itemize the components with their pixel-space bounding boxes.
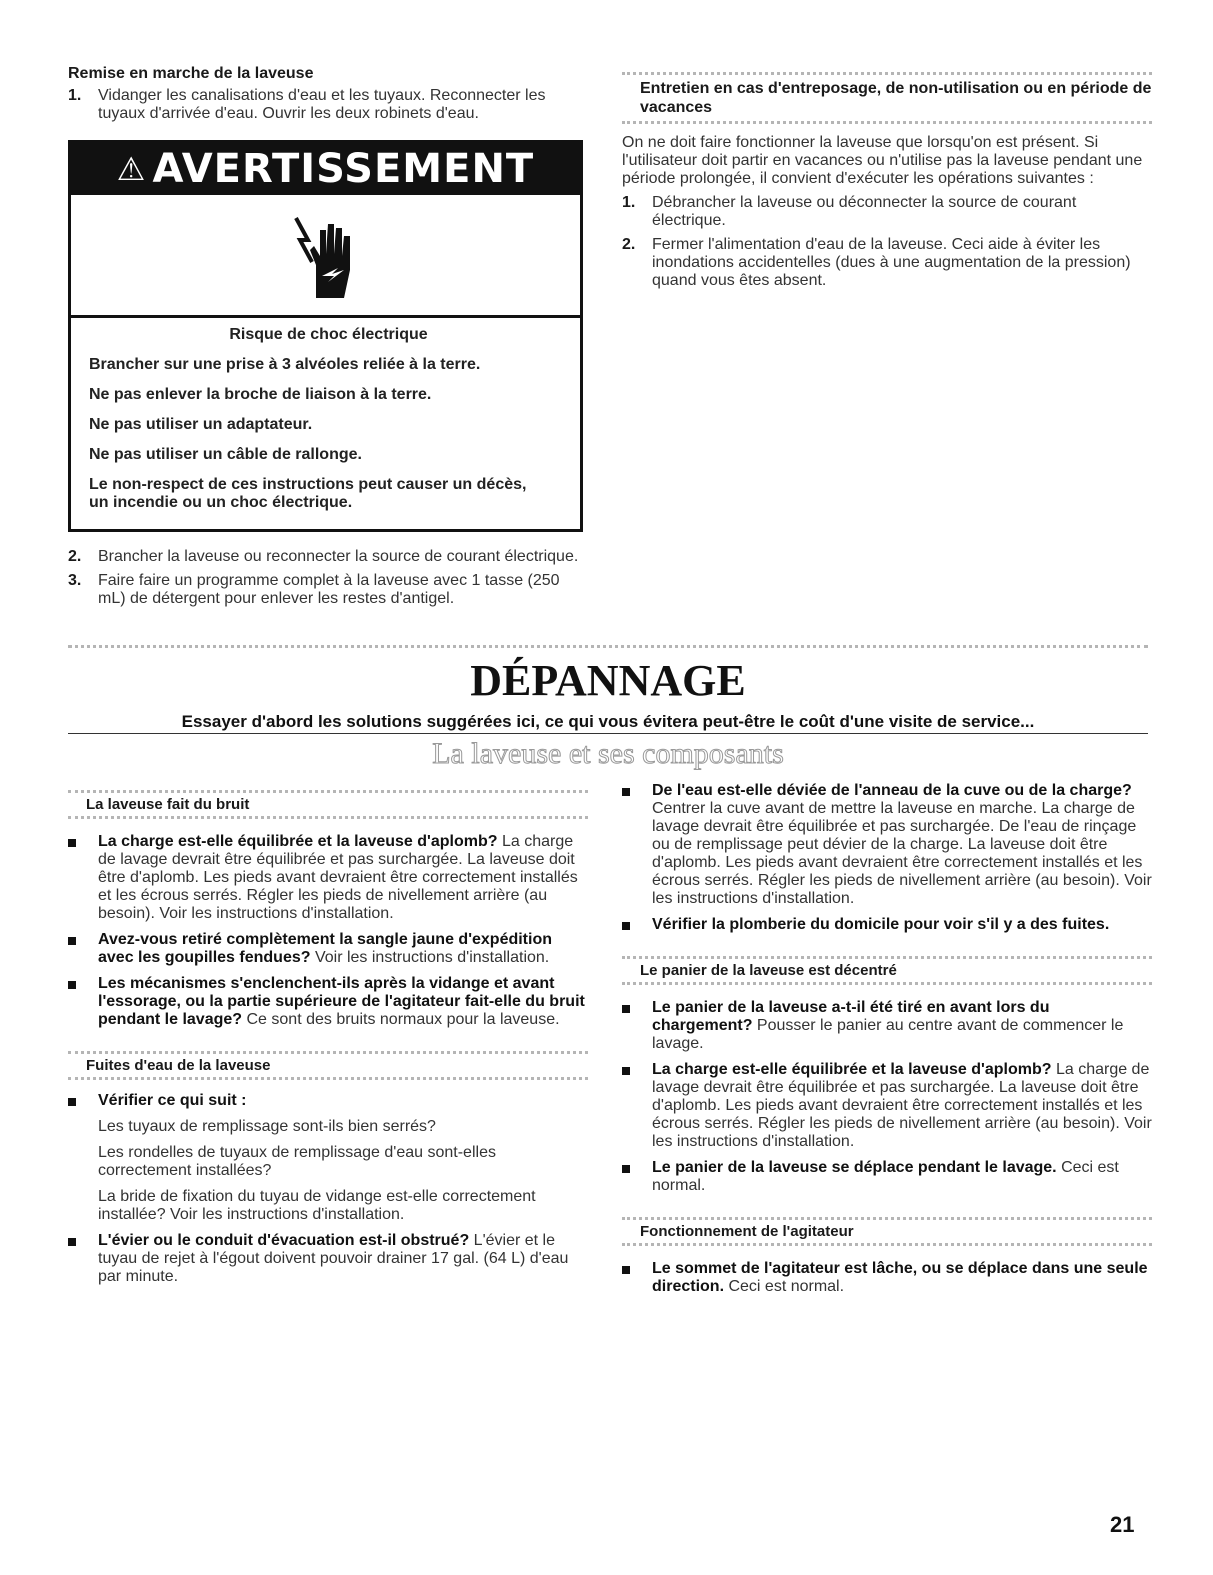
- electric-shock-hand-icon: [71, 195, 580, 318]
- bullet-icon: [622, 922, 630, 930]
- bullet-icon: [68, 1098, 76, 1106]
- storage-heading: Entretien en cas d'entreposage, de non-utilisation ou en période de vacances: [640, 80, 1152, 117]
- warning-line: Ne pas utiliser un adaptateur.: [89, 416, 313, 433]
- restart-step: 3. Faire faire un programme complet à la laveuse avec 1 tasse (250 mL) de détergent pour enlever les restes d'antigel.: [68, 572, 560, 607]
- warning-box: [68, 140, 583, 532]
- agitator-heading: Fonctionnement de l'agitateur: [640, 1223, 854, 1240]
- check-item: Les tuyaux de remplissage sont-ils bien serrés?: [98, 1118, 436, 1135]
- check-item: La bride de fixation du tuyau de vidange est-elle correctement installée? Voir les instructions d'installation.: [98, 1188, 536, 1223]
- troubleshooting-header: [68, 656, 1148, 732]
- restart-steps: [68, 548, 588, 614]
- divider: [622, 1243, 1152, 1246]
- page-subtitle: Essayer d'abord les solutions suggérées ici, ce qui vous évitera peut-être le coût d'une visite de service...: [181, 712, 1035, 731]
- warning-triangle-icon: ⚠: [116, 150, 147, 188]
- warning-body: [71, 318, 580, 512]
- warning-line: Ne pas enlever la broche de liaison à la terre.: [89, 386, 432, 403]
- divider: [68, 1077, 588, 1080]
- divider: [622, 121, 1152, 124]
- list-item: Vérifier ce qui suit :: [68, 1092, 588, 1110]
- divider: [622, 982, 1152, 985]
- basket-heading: Le panier de la laveuse est décentré: [640, 962, 897, 979]
- noise-section: [68, 790, 588, 1294]
- restart-step: 1. Vidanger les canalisations d'eau et les tuyaux. Reconnecter les tuyaux d'arrivée d'eau. Ouvrir les deux robinets d'eau.: [68, 87, 546, 123]
- bullet-icon: [68, 839, 76, 847]
- storage-section: [622, 72, 1152, 296]
- warning-line: Brancher sur une prise à 3 alvéoles reliée à la terre.: [89, 356, 481, 373]
- storage-step: 1. Débrancher la laveuse ou déconnecter la source de courant électrique.: [622, 194, 1077, 230]
- list-item: La charge est-elle équilibrée et la laveuse d'aplomb? La charge de lavage devrait être équilibrée et pas surchargée. La laveuse doit être d'aplomb. Les pieds avant devraient être correctement installés et les écrous serrés. Régler les pieds de nivellement arrière (au besoin). Voir les instructions d'installation.: [622, 1061, 1152, 1151]
- bullet-icon: [622, 788, 630, 796]
- restart-heading: Remise en marche de la laveuse: [68, 65, 314, 82]
- bullet-icon: [622, 1067, 630, 1075]
- divider: [68, 733, 1148, 734]
- bullet-icon: [622, 1005, 630, 1013]
- warning-line: Ne pas utiliser un câble de rallonge.: [89, 446, 362, 463]
- noise-heading: La laveuse fait du bruit: [86, 796, 250, 813]
- list-item: Avez-vous retiré complètement la sangle jaune d'expédition avec les goupilles fendues? Voir les instructions d'installation.: [68, 931, 588, 967]
- list-item: L'évier ou le conduit d'évacuation est-il obstrué? L'évier et le tuyau de rejet à l'égout doivent pouvoir drainer 17 gal. (64 L) d'eau par minute.: [68, 1232, 588, 1286]
- warning-risk: Risque de choc électrique: [229, 326, 428, 343]
- storage-intro: On ne doit faire fonctionner la laveuse que lorsqu'on est présent. Si l'utilisateur doit partir en vacances ou n'utilise pas la laveuse pendant une période prolongée, il convient d'exécuter les opérations suivantes :: [622, 134, 1143, 188]
- bullet-icon: [68, 1238, 76, 1246]
- list-item: Le panier de la laveuse a-t-il été tiré en avant lors du chargement? Pousser le panier au centre avant de commencer le lavage.: [622, 999, 1152, 1053]
- divider: [68, 816, 588, 819]
- warning-header: [71, 143, 580, 195]
- page-number: 21: [1110, 1512, 1135, 1537]
- section-title: La laveuse et ses composants: [432, 737, 784, 770]
- warning-title: AVERTISSEMENT: [152, 146, 535, 192]
- list-item: Le panier de la laveuse se déplace pendant le lavage. Ceci est normal.: [622, 1159, 1152, 1195]
- bullet-icon: [68, 981, 76, 989]
- page-title: DÉPANNAGE: [470, 656, 746, 705]
- right-troubleshooting: [622, 782, 1152, 1304]
- list-item: La charge est-elle équilibrée et la laveuse d'aplomb? La charge de lavage devrait être équilibrée et pas surchargée. La laveuse doit être d'aplomb. Les pieds avant devraient être correctement installés et les écrous serrés. Régler les pieds de nivellement arrière (au besoin). Voir les instructions d'installation.: [68, 833, 588, 923]
- list-item: Vérifier la plomberie du domicile pour voir s'il y a des fuites.: [622, 916, 1152, 934]
- check-item: Les rondelles de tuyaux de remplissage d'eau sont-elles correctement installées?: [98, 1144, 496, 1179]
- restart-section: [68, 64, 588, 129]
- list-item: Les mécanismes s'enclenchent-ils après la vidange et avant l'essorage, ou la partie supérieure de l'agitateur fait-elle du bruit pendant le lavage? Ce sont des bruits normaux pour la laveuse.: [68, 975, 588, 1029]
- list-item: Le sommet de l'agitateur est lâche, ou se déplace dans une seule direction. Ceci est normal.: [622, 1260, 1152, 1296]
- warning-line: Le non-respect de ces instructions peut causer un décès, un incendie ou un choc électrique.: [89, 476, 527, 511]
- list-item: De l'eau est-elle déviée de l'anneau de la cuve ou de la charge? Centrer la cuve avant de mettre la laveuse en marche. La charge de lavage devrait être équilibrée et pas surchargée. De l'eau de rinçage ou de remplissage peut dévier de la charge. La laveuse doit être d'aplomb. Les pieds avant devraient être correctement installés et les écrous serrés. Régler les pieds de nivellement arrière (au besoin). Voir les instructions d'installation.: [622, 782, 1152, 908]
- divider: [68, 645, 1148, 648]
- bullet-icon: [68, 937, 76, 945]
- bullet-icon: [622, 1165, 630, 1173]
- storage-step: 2. Fermer l'alimentation d'eau de la laveuse. Ceci aide à éviter les inondations accidentelles (dues à une augmentation de la pression) quand vous êtes absent.: [622, 236, 1131, 290]
- restart-step: 2. Brancher la laveuse ou reconnecter la source de courant électrique.: [68, 548, 579, 565]
- leaks-heading: Fuites d'eau de la laveuse: [86, 1057, 271, 1074]
- bullet-icon: [622, 1266, 630, 1274]
